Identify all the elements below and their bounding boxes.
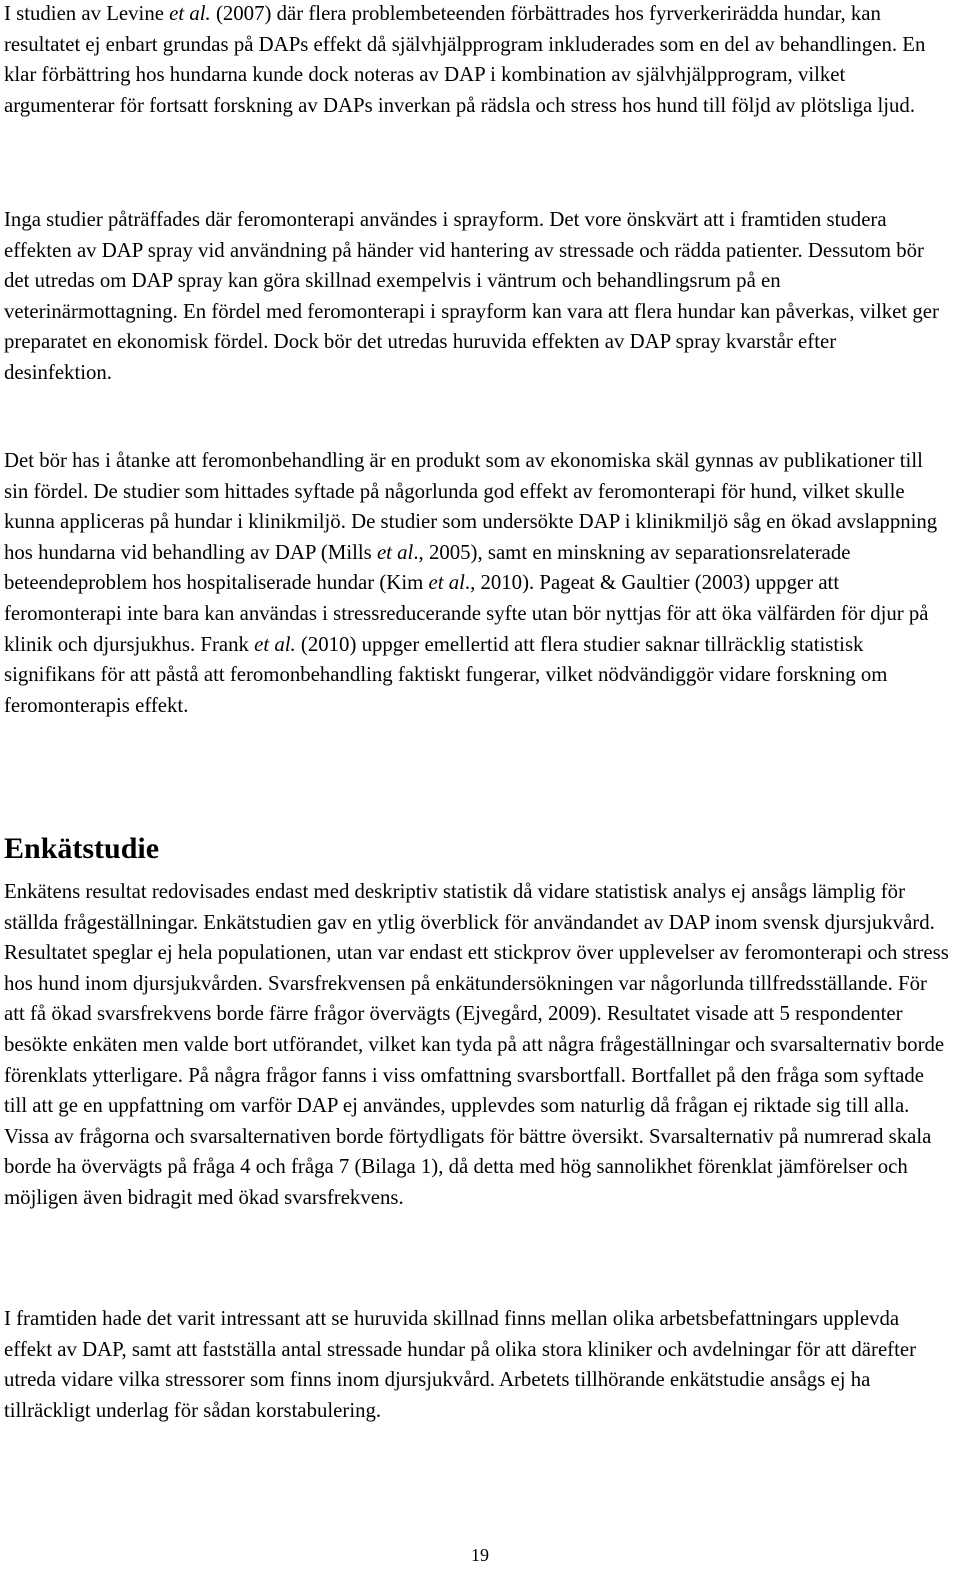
paragraph-economic-aspects xyxy=(4,446,949,721)
text-span: ., 2005), samt en minskning av separationsrelaterade beteendeproblem hos hospitaliserade hundar (Kim xyxy=(4,540,851,595)
italic-citation: et al xyxy=(376,540,414,564)
text-span: (2010) uppger emellertid att flera studier saknar tillräcklig statistisk signifikans för att påstå att feromonbehandling faktiskt fungerar, vilket nödvändiggör vidare forskning om feromonterapis effekt. xyxy=(4,632,888,717)
page-number: 19 xyxy=(471,1545,489,1565)
paragraph-spray-form: Inga studier påträffades där feromonterapi användes i sprayform. Det vore önskvärt att i framtiden studera effekten av DAP spray vid användning på händer vid hantering av stressade och rädda patienter. Dessutom bör det utredas om DAP spray kan göra skillnad exempelvis i väntrum och behandlingsrum på en veterinärmottagning. En fördel med feromonterapi i sprayform kan vara att flera hundar kan påverkas, vilket ger preparatet en ekonomisk fördel. Dock bör det utredas huruvida effekten av DAP spray kvarstår efter desinfektion. xyxy=(4,208,939,384)
text-span: Det bör has i åtanke att feromonbehandling är en produkt som av ekonomiska skäl gynnas av publikationer till sin fördel. De studier som hittades syftade på någorlunda god effekt av feromonterapi för hund, vilket skulle kunna appliceras på hundar i klinikmiljö. De studier som undersökte DAP i klinikmiljö såg en ökad avslappning hos hundarna vid behandling av DAP (Mills xyxy=(4,449,938,564)
italic-citation: et al. xyxy=(254,632,296,656)
text-span: ., 2010). Pageat & Gaultier (2003) uppger att feromonterapi inte bara kan användas i stressreducerande syfte utan bör nyttjas för att öka välfärden för djur på klinik och djursjukhus. Frank xyxy=(4,571,929,656)
italic-citation: et al. xyxy=(169,2,211,25)
paragraph-levine-study xyxy=(4,0,949,121)
section-heading-enkatstudie: Enkätstudie xyxy=(4,832,160,865)
text-span: (2007) där flera problembeteenden förbättrades hos fyrverkerirädda hundar, kan resultatet ej enbart grundas på DAPs effekt då självhjälpprogram inkluderades som en del av behandlingen. En klar förbättring hos hundarna kunde dock noteras av DAP i kombination av självhjälpprogram, vilket argumenterar för fortsatt forskning av DAPs inverkan på rädsla och stress hos hund till följd av plötsliga ljud. xyxy=(4,2,926,117)
text-span: I studien av Levine xyxy=(4,2,170,25)
paragraph-survey-results: Enkätens resultat redovisades endast med deskriptiv statistik då vidare statistisk analys ej ansågs lämplig för ställda frågeställningar. Enkätstudien gav en ytlig överblick för användandet av DAP inom svensk djursjukvård. Resultatet speglar ej hela populationen, utan var endast ett stickprov över upplevelser av feromonterapi och stress hos hund inom djursjukvården. Svarsfrekvensen på enkätundersökningen var någorlunda tillfredsställande. För att få ökad svarsfrekvens borde färre frågor övervägts (Ejvegård, 2009). Resultatet visade att 5 respondenter besökte enkäten men valde bort utförandet, vilket kan tyda på att några frågeställningar och svarsalternativ borde förenklats ytterligare. På några frågor fanns i viss omfattning svarsbortfall. Bortfallet på den fråga som syftade till att ge en uppfattning om varför DAP ej användes, upplevdes som naturlig då frågan ej riktade sig till alla. Vissa av frågorna och svarsalternativen borde förtydligats för bättre översikt. Svarsalternativ på numrerad skala borde ha övervägts på fråga 4 och fråga 7 (Bilaga 1), då detta med hög sannolikhet förenklat jämförelser och möjligen även bidragit med ökad svarsfrekvens. xyxy=(4,880,949,1209)
italic-citation: et al xyxy=(428,571,465,595)
paragraph-future-research: I framtiden hade det varit intressant att se huruvida skillnad finns mellan olika arbetsbefattningars upplevda effekt av DAP, samt att fastställa antal stressade hundar på olika stora kliniker och avdelningar för att därefter utreda vidare vilka stressorer som finns inom djursjukvård. Arbetets tillhörande enkätstudie ansågs ej ha tillräckligt underlag för sådan korstabulering. xyxy=(4,1307,917,1422)
